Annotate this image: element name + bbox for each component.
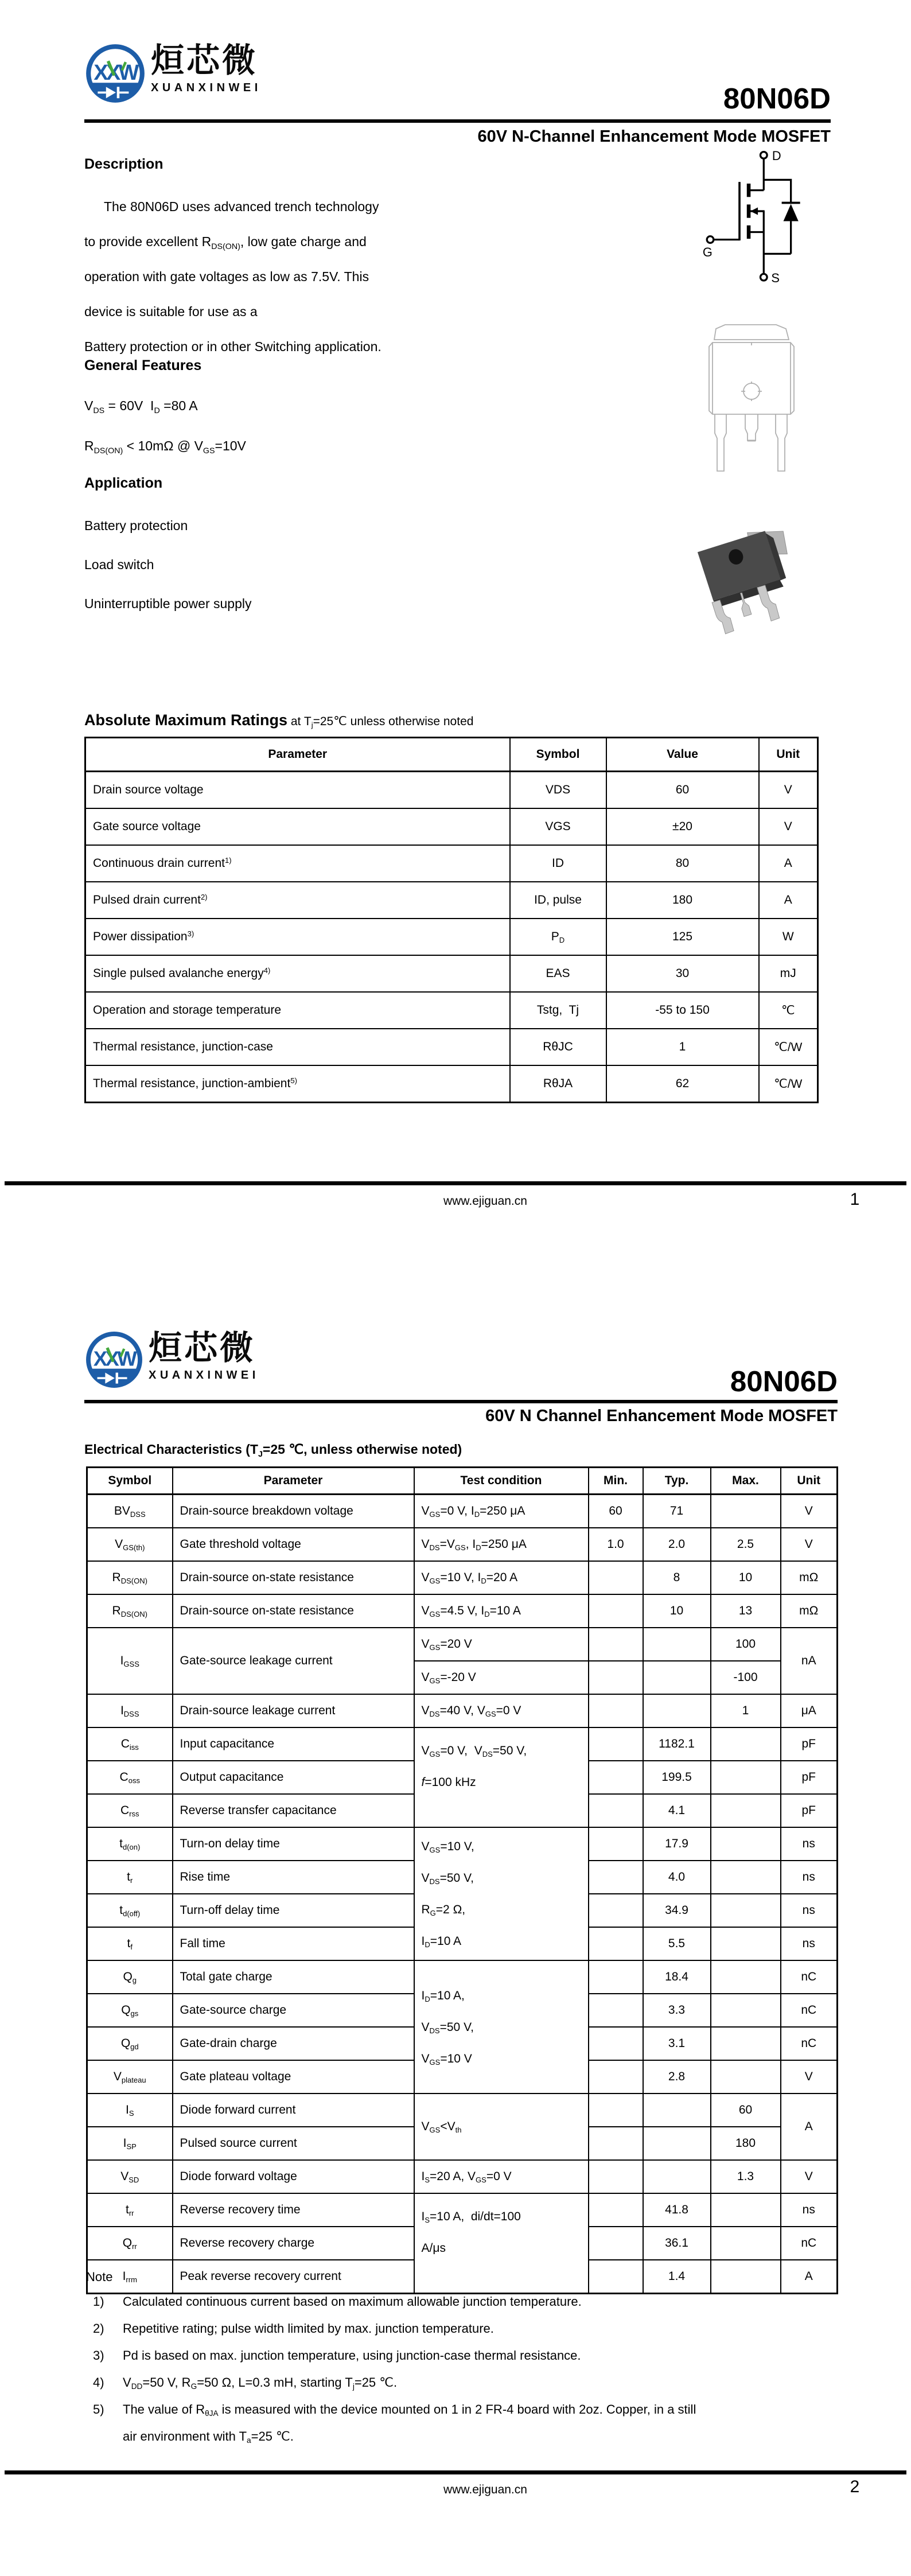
table-cell: $I_{GSS}$ [87, 1628, 173, 1694]
table-row [87, 2193, 838, 2227]
table-cell: Thermal resistance, junction-ambient$^{5)}$ [85, 1065, 510, 1103]
note-item [93, 2315, 839, 2342]
table-row [87, 2160, 838, 2193]
table-cell: 36.1 [643, 2227, 711, 2260]
note-text: Repetitive rating; pulse width limited by max. junction temperature. [123, 2321, 494, 2336]
table-cell [589, 2127, 643, 2160]
table-cell: 62 [606, 1065, 759, 1103]
column-header: Min. [589, 1468, 643, 1495]
table-row [85, 772, 818, 809]
table-cell: $I_S$ [87, 2094, 173, 2127]
table-cell: pF [781, 1761, 838, 1794]
table-cell [589, 1960, 643, 1994]
table-cell [711, 1495, 781, 1528]
table-cell: $R_{DS(ON)}$ [87, 1594, 173, 1628]
table-cell: 4.1 [643, 1794, 711, 1827]
table-cell: 60 [606, 772, 759, 809]
table-cell: 4.0 [643, 1861, 711, 1894]
table-cell: nC [781, 2227, 838, 2260]
drain-label: D [772, 149, 781, 164]
table-cell: V [781, 2160, 838, 2193]
note-number: 1) [93, 2294, 104, 2309]
table-cell: Turn-off delay time [173, 1894, 414, 1927]
footer-rule [5, 1181, 906, 1185]
table-cell [711, 2060, 781, 2094]
table-cell: 180 [606, 882, 759, 919]
footer-website: www.ejiguan.cn [443, 2483, 527, 2496]
table-cell [643, 2127, 711, 2160]
table-cell [589, 1827, 643, 1861]
table-cell [589, 1561, 643, 1594]
note-number: 3) [93, 2348, 104, 2363]
table-cell: $R_{DS(ON)}$ [87, 1561, 173, 1594]
table-row [85, 1065, 818, 1103]
table-cell: Diode forward current [173, 2094, 414, 2127]
table-cell: 60 [589, 1495, 643, 1528]
table-cell [589, 1861, 643, 1894]
column-header: Test condition [414, 1468, 589, 1495]
note-text: Calculated continuous current based on maximum allowable junction temperature. [123, 2294, 582, 2309]
table-cell: nC [781, 2027, 838, 2060]
amr-caption-bold: Absolute Maximum Ratings [84, 711, 288, 729]
table-cell: Fall time [173, 1927, 414, 1960]
table-cell: EAS [510, 955, 606, 992]
table-cell: nC [781, 1960, 838, 1994]
column-header: Symbol [510, 738, 606, 772]
table-cell: ns [781, 2193, 838, 2227]
table-cell [711, 1861, 781, 1894]
table-cell: A [781, 2260, 838, 2294]
table-cell: V [781, 2060, 838, 2094]
table-cell: Power dissipation$^{3)}$ [85, 919, 510, 955]
table-cell: 2.5 [711, 1528, 781, 1561]
table-cell: $V_{GS}=10$ V, $I_D=20$ A [414, 1561, 589, 1594]
table-cell: ℃/W [759, 1029, 818, 1065]
table-row [85, 845, 818, 882]
table-cell: RθJA [510, 1065, 606, 1103]
table-cell: nA [781, 1628, 838, 1694]
table-cell [589, 1761, 643, 1794]
table-cell: 34.9 [643, 1894, 711, 1927]
table-row [87, 1528, 838, 1561]
footer-rule [5, 2470, 906, 2474]
table-cell: 199.5 [643, 1761, 711, 1794]
table-cell: Peak reverse recovery current [173, 2260, 414, 2294]
table-cell: $C_{iss}$ [87, 1727, 173, 1761]
table-cell: Pulsed drain current$^{2)}$ [85, 882, 510, 919]
table-cell: Drain-source breakdown voltage [173, 1495, 414, 1528]
table-row [85, 919, 818, 955]
note-text: $V_{DD}=50$ V, $R_G=50$ Ω, L=0.3 mH, starting $T_j=25$ ℃. [123, 2375, 398, 2391]
table-cell: 180 [711, 2127, 781, 2160]
table-cell: Rise time [173, 1861, 414, 1894]
note-number: 5) [93, 2402, 104, 2417]
table-cell: 1182.1 [643, 1727, 711, 1761]
logo-latin-name: XUANXINWEI [151, 81, 262, 94]
table-cell: $BV_{DSS}$ [87, 1495, 173, 1528]
table-cell: $t_{d(off)}$ [87, 1894, 173, 1927]
logo-text [151, 42, 262, 95]
table-cell: ns [781, 1927, 838, 1960]
table-cell: $C_{oss}$ [87, 1761, 173, 1794]
application-item: Load switch [84, 557, 154, 572]
table-cell [589, 1594, 643, 1628]
table-cell: $t_{rr}$ [87, 2193, 173, 2227]
table-cell: $I_{SP}$ [87, 2127, 173, 2160]
table-row [85, 1029, 818, 1065]
table-cell: nC [781, 1994, 838, 2027]
column-header: Symbol [87, 1468, 173, 1495]
notes-list [93, 2288, 839, 2450]
table-cell: $I_S=20$ A, $V_{GS}=0$ V [414, 2160, 589, 2193]
table-row [87, 1727, 838, 1761]
device-subtitle: 60V N Channel Enhancement Mode MOSFET [485, 1407, 838, 1425]
table-cell: μA [781, 1694, 838, 1727]
amr-caption-rest: at $T_j=25℃$ unless otherwise noted [287, 715, 474, 730]
application-heading: Application [84, 475, 163, 491]
table-row [85, 882, 818, 919]
table-cell: W [759, 919, 818, 955]
table-cell: 3.1 [643, 2027, 711, 2060]
table-cell: 18.4 [643, 1960, 711, 1994]
logo-emblem-icon [84, 42, 146, 104]
logo-latin-name: XUANXINWEI [149, 1369, 259, 1382]
table-cell: $V_{GS}<V_{th}$ [414, 2094, 589, 2160]
device-subtitle: 60V N-Channel Enhancement Mode MOSFET [477, 127, 831, 146]
table-cell: Drain-source on-state resistance [173, 1561, 414, 1594]
table-cell [589, 1794, 643, 1827]
table-cell: Gate-drain charge [173, 2027, 414, 2060]
table-cell: 1.4 [643, 2260, 711, 2294]
table-cell [711, 2193, 781, 2227]
description-line: operation with gate voltages as low as 7.5V. This [84, 269, 369, 284]
table-cell: ns [781, 1861, 838, 1894]
logo-monogram: XXW [93, 1347, 135, 1371]
table-cell: ID [510, 845, 606, 882]
table-cell: $I_D=10$ A, $V_{DS}=50$ V, $V_{GS}=10$ V [414, 1960, 589, 2094]
table-cell: pF [781, 1727, 838, 1761]
table-cell: Reverse recovery charge [173, 2227, 414, 2260]
table-cell: $V_{GS}=20$ V [414, 1628, 589, 1661]
feature-line: $V_{DS} = 60V$ $I_D =80$ A [84, 398, 198, 415]
application-item: Uninterruptible power supply [84, 596, 252, 611]
table-cell [589, 2227, 643, 2260]
table-cell: $t_{d(on)}$ [87, 1827, 173, 1861]
package-outline-drawing [688, 310, 815, 488]
part-number-title: 80N06D [730, 1365, 838, 1398]
table-cell [589, 2060, 643, 2094]
table-cell: $I_{DSS}$ [87, 1694, 173, 1727]
table-cell [589, 2094, 643, 2127]
table-cell [711, 1827, 781, 1861]
company-logo [84, 1330, 259, 1390]
table-cell: Drain source voltage [85, 772, 510, 809]
table-cell: 80 [606, 845, 759, 882]
footer-website: www.ejiguan.cn [443, 1194, 527, 1208]
table-cell: $C_{rss}$ [87, 1794, 173, 1827]
table-cell [643, 1661, 711, 1694]
table-cell: $V_{plateau}$ [87, 2060, 173, 2094]
logo-chinese-name: 烜芯微 [149, 1329, 256, 1367]
table-cell: Gate plateau voltage [173, 2060, 414, 2094]
column-header: Value [606, 738, 759, 772]
table-cell: Continuous drain current$^{1)}$ [85, 845, 510, 882]
table-cell: ns [781, 1894, 838, 1927]
table-cell: V [781, 1528, 838, 1561]
table-cell [589, 1694, 643, 1727]
column-header: Unit [759, 738, 818, 772]
table-row [87, 1561, 838, 1594]
table-cell: $V_{GS}=4.5$ V, $I_D=10$ A [414, 1594, 589, 1628]
table-cell: Gate source voltage [85, 808, 510, 845]
table-cell: A [781, 2094, 838, 2160]
table-cell: mJ [759, 955, 818, 992]
note-item [93, 2369, 839, 2396]
table-cell: 3.3 [643, 1994, 711, 2027]
column-header: Unit [781, 1468, 838, 1495]
table-cell: $t_r$ [87, 1861, 173, 1894]
table-cell: 1 [606, 1029, 759, 1065]
table-cell [589, 1927, 643, 1960]
table-cell: Turn-on delay time [173, 1827, 414, 1861]
table-cell: VGS [510, 808, 606, 845]
table-row [87, 1495, 838, 1528]
column-header: Max. [711, 1468, 781, 1495]
note-item [93, 2342, 839, 2369]
table-cell: $V_{GS}=0$ V, $I_D=250$ μA [414, 1495, 589, 1528]
gate-label: G [702, 244, 713, 259]
note-number: 2) [93, 2321, 104, 2336]
table-cell: 8 [643, 1561, 711, 1594]
note-number: 4) [93, 2375, 104, 2390]
feature-line: $R_{DS(ON)} < 10m\Omega$ @ $V_{GS}=10V$ [84, 438, 246, 456]
general-features-heading: General Features [84, 357, 202, 373]
table-cell: Pulsed source current [173, 2127, 414, 2160]
table-cell: Gate-source leakage current [173, 1628, 414, 1694]
table-cell: 17.9 [643, 1827, 711, 1861]
table-cell: Thermal resistance, junction-case [85, 1029, 510, 1065]
table-cell: 41.8 [643, 2193, 711, 2227]
table-cell: ns [781, 1827, 838, 1861]
table-cell: V [781, 1495, 838, 1528]
table-row [87, 1960, 838, 1994]
table-cell: 125 [606, 919, 759, 955]
table-cell [643, 1694, 711, 1727]
table-cell: V [759, 808, 818, 845]
table-cell [589, 1894, 643, 1927]
table-cell [643, 2094, 711, 2127]
general-features-list [84, 386, 246, 466]
table-cell: ID, pulse [510, 882, 606, 919]
table-cell: 10 [643, 1594, 711, 1628]
part-number-title: 80N06D [723, 82, 831, 115]
table-cell [589, 2027, 643, 2060]
source-label: S [771, 270, 780, 285]
table-cell [711, 1794, 781, 1827]
table-cell [589, 2193, 643, 2227]
column-header: Typ. [643, 1468, 711, 1495]
header-rule [84, 1400, 838, 1403]
absolute-maximum-ratings-table [84, 737, 819, 1103]
table-cell [643, 2160, 711, 2193]
note-heading: Note [86, 2270, 113, 2284]
table-cell: 1.3 [711, 2160, 781, 2193]
description-line: Battery protection or in other Switching application. [84, 339, 381, 354]
table-header-row [85, 738, 818, 772]
table-cell: $Q_{gd}$ [87, 2027, 173, 2060]
table-cell: Diode forward voltage [173, 2160, 414, 2193]
table-cell [643, 1628, 711, 1661]
table-cell: Reverse transfer capacitance [173, 1794, 414, 1827]
table-cell: -100 [711, 1661, 781, 1694]
table-cell: Gate-source charge [173, 1994, 414, 2027]
table-cell: 10 [711, 1561, 781, 1594]
table-cell [589, 1628, 643, 1661]
table-cell: $P_D$ [510, 919, 606, 955]
table-cell: ℃ [759, 992, 818, 1029]
table-cell: $V_{GS}=10$ V, $V_{DS}=50$ V, $R_G=2$ Ω, $I_D=10$ A [414, 1827, 589, 1960]
table-cell [589, 1661, 643, 1694]
logo-chinese-name: 烜芯微 [151, 42, 258, 79]
table-cell: 100 [711, 1628, 781, 1661]
table-cell: -55 to 150 [606, 992, 759, 1029]
table-cell: 1.0 [589, 1528, 643, 1561]
table-cell: Single pulsed avalanche energy$^{4)}$ [85, 955, 510, 992]
table-cell: Input capacitance [173, 1727, 414, 1761]
table-header-row [87, 1468, 838, 1495]
mosfet-symbol [701, 148, 818, 287]
table-cell: V [759, 772, 818, 809]
table-cell [711, 1994, 781, 2027]
table-cell: Reverse recovery time [173, 2193, 414, 2227]
table-cell: $V_{SD}$ [87, 2160, 173, 2193]
table-cell: 60 [711, 2094, 781, 2127]
table-cell: 71 [643, 1495, 711, 1528]
table-cell: $V_{DS}=40$ V, $V_{GS}=0$ V [414, 1694, 589, 1727]
table-cell: RθJC [510, 1029, 606, 1065]
column-header: Parameter [85, 738, 510, 772]
table-cell: $V_{GS(th)}$ [87, 1528, 173, 1561]
table-cell: $Q_g$ [87, 1960, 173, 1994]
table-cell: mΩ [781, 1561, 838, 1594]
table-cell: $I_{rrm}$ [87, 2260, 173, 2294]
description-line: The 80N06D uses advanced trench technology [104, 199, 379, 214]
table-cell [711, 1894, 781, 1927]
table-cell: ±20 [606, 808, 759, 845]
table-cell: VDS [510, 772, 606, 809]
table-cell [589, 1727, 643, 1761]
table-cell: $V_{DS}=V_{GS}$, $I_D=250$ μA [414, 1528, 589, 1561]
table-cell [589, 2160, 643, 2193]
table-cell [711, 2227, 781, 2260]
table-cell: $Q_{rr}$ [87, 2227, 173, 2260]
column-header: Parameter [173, 1468, 414, 1495]
description-heading: Description [84, 156, 163, 172]
table-row [87, 2094, 838, 2127]
table-cell: Gate threshold voltage [173, 1528, 414, 1561]
logo-text [149, 1330, 259, 1382]
table-cell: $t_f$ [87, 1927, 173, 1960]
table-cell: 5.5 [643, 1927, 711, 1960]
table-cell: 13 [711, 1594, 781, 1628]
application-list [84, 506, 252, 623]
logo-emblem-icon [84, 1330, 144, 1390]
table-cell [711, 1761, 781, 1794]
table-cell: 2.0 [643, 1528, 711, 1561]
table-cell [711, 1960, 781, 1994]
table-cell: A [759, 882, 818, 919]
description-line: to provide excellent $R_{DS(ON)}$, low gate charge and [84, 234, 367, 251]
table-cell: pF [781, 1794, 838, 1827]
company-logo [84, 42, 262, 104]
table-cell: Output capacitance [173, 1761, 414, 1794]
table-cell: Drain-source leakage current [173, 1694, 414, 1727]
table-cell: Total gate charge [173, 1960, 414, 1994]
page-number: 1 [850, 1190, 860, 1209]
note-text: Pd is based on max. junction temperature, using junction-case thermal resistance. [123, 2348, 581, 2363]
table-cell: 1 [711, 1694, 781, 1727]
table-row [85, 808, 818, 845]
note-item [93, 2288, 839, 2315]
package-photo [693, 518, 803, 656]
table-cell: Tstg, Tj [510, 992, 606, 1029]
table-cell: mΩ [781, 1594, 838, 1628]
table-row [87, 1594, 838, 1628]
table-cell: 2.8 [643, 2060, 711, 2094]
table-row [87, 1827, 838, 1861]
ec-caption: Electrical Characteristics ($T_J=25$ ℃, unless otherwise noted) [84, 1442, 462, 1459]
table-cell: $Q_{gs}$ [87, 1994, 173, 2027]
table-row [87, 1628, 838, 1661]
page-number: 2 [850, 2477, 860, 2496]
table-cell [711, 2027, 781, 2060]
table-row [85, 992, 818, 1029]
table-cell: Operation and storage temperature [85, 992, 510, 1029]
logo-monogram: XXW [94, 60, 137, 85]
table-cell: A [759, 845, 818, 882]
table-cell [589, 1994, 643, 2027]
table-cell: ℃/W [759, 1065, 818, 1103]
description-paragraph [84, 189, 566, 364]
application-item: Battery protection [84, 518, 188, 533]
table-cell: $I_S=10$ A, di/dt=100 A/μs [414, 2193, 589, 2294]
table-cell [711, 1727, 781, 1761]
amr-caption [84, 711, 473, 729]
note-text: The value of $R_{\theta JA}$ is measured with the device mounted on 1 in 2 FR-4 board with 2oz. Copper, in a still air environment with $T_a=25$ ℃. [123, 2402, 696, 2445]
table-row [85, 955, 818, 992]
electrical-characteristics-table [86, 1466, 838, 2294]
description-line: device is suitable for use as a [84, 304, 258, 319]
table-cell: Drain-source on-state resistance [173, 1594, 414, 1628]
table-row [87, 1694, 838, 1727]
table-cell: 30 [606, 955, 759, 992]
note-item [93, 2396, 839, 2450]
table-cell [711, 1927, 781, 1960]
header-rule [84, 119, 831, 123]
table-cell: $V_{GS}=-20$ V [414, 1661, 589, 1694]
table-cell: $V_{GS}=0$ V, $V_{DS}=50$ V, f=100 kHz [414, 1727, 589, 1827]
